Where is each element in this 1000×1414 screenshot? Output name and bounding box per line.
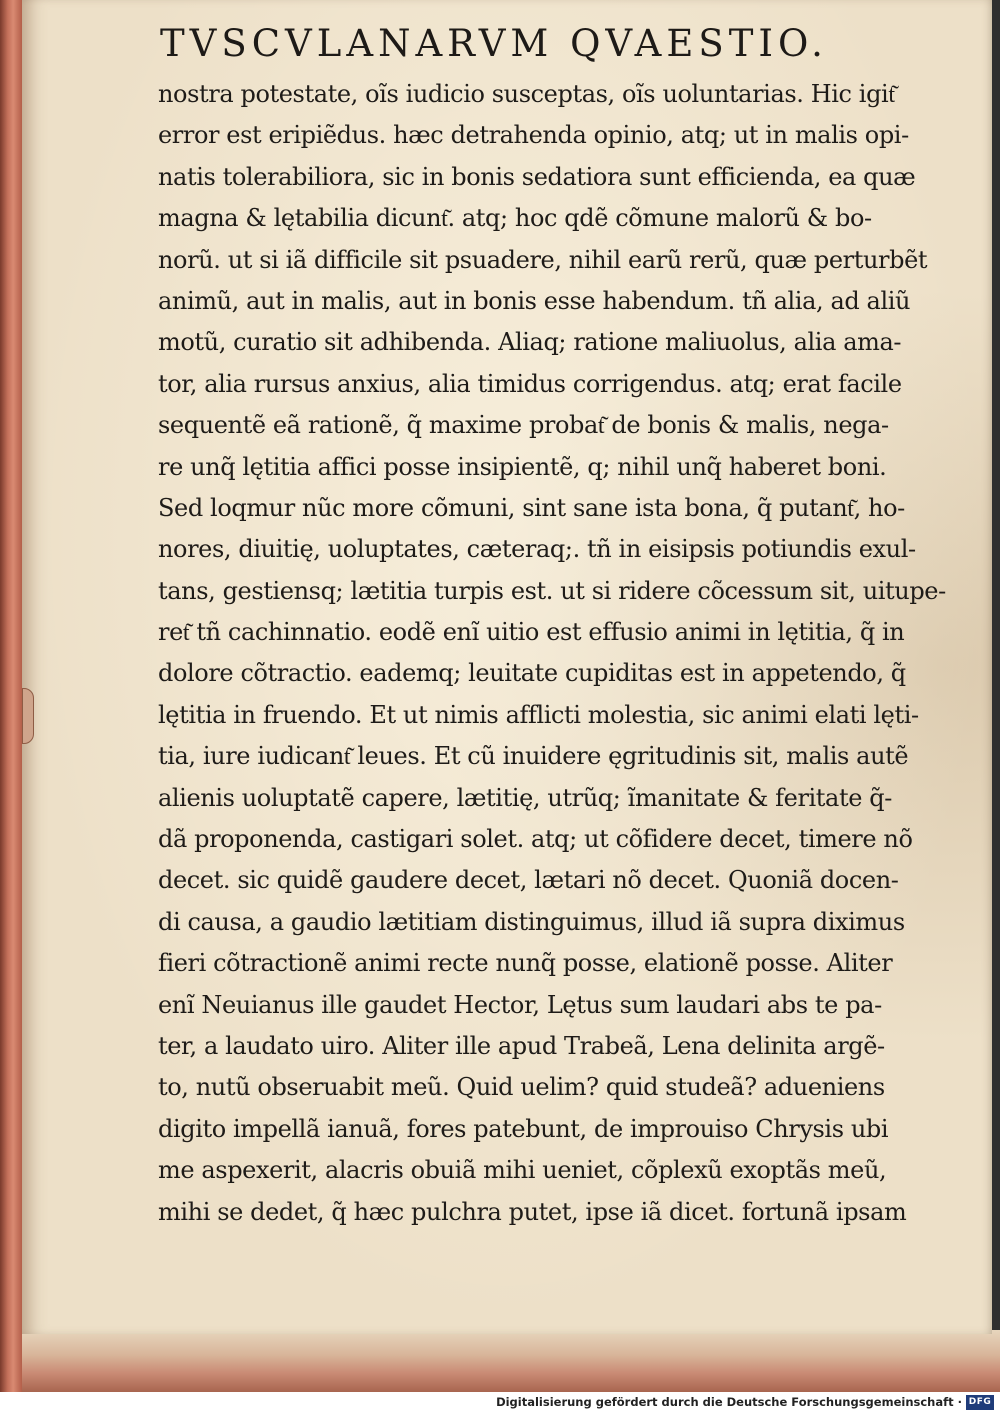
text-line: me aspexerit, alacris obuiã mihi ueniet, cõplexũ exoptãs meũ, — [158, 1156, 887, 1185]
text-line: enĩ Neuianus ille gaudet Hector, Lętus sum laudari abs te pa- — [158, 990, 882, 1019]
running-head: TVSCVLANARVM QVAESTIO. — [160, 22, 828, 65]
text-line: norũ. ut si iã difficile sit psuadere, nihil earũ rerũ, quæ perturbẽt — [158, 245, 928, 274]
text-line: Sed loqmur nũc more cõmuni, sint sane ista bona, q̃ putant͂, ho- — [158, 493, 905, 522]
page-clasp — [22, 688, 34, 744]
text-line: re unq̃ lętitia affici posse insipientẽ, q; nihil unq̃ haberet boni. — [158, 452, 887, 481]
text-line: decet. sic quidẽ gaudere decet, lætari nõ decet. Quoniã docen- — [158, 866, 899, 895]
body-text — [158, 74, 946, 1233]
text-line: motũ, curatio sit adhibenda. Aliaq; ratione maliuolus, alia ama- — [158, 328, 902, 357]
text-line: animũ, aut in malis, aut in bonis esse habendum. tñ alia, ad aliũ — [158, 286, 911, 315]
text-line: to, nutũ obseruabit meũ. Quid uelim? quid studeã? adueniens — [158, 1073, 885, 1102]
text-line: fieri cõtractionẽ animi recte nunq̃ posse, elationẽ posse. Aliter — [158, 949, 893, 978]
stacked-pages-bottom — [22, 1330, 1000, 1392]
text-line: tans, gestiensq; lætitia turpis est. ut si ridere cõcessum sit, uitupe- — [158, 576, 946, 605]
red-page-edge — [0, 0, 22, 1392]
text-line: nostra potestate, oĩs iudicio susceptas, oĩs uoluntarias. Hic igit͂ — [158, 80, 895, 108]
text-line: digito impellã ianuã, fores patebunt, de improuiso Chrysis ubi — [158, 1114, 889, 1143]
dfg-logo-icon: DFG — [966, 1395, 994, 1410]
text-line: tor, alia rursus anxius, alia timidus corrigendus. atq; erat facile — [158, 369, 902, 398]
text-line: lętitia in fruendo. Et ut nimis afflicti molestia, sic animi elati lęti- — [158, 700, 919, 729]
text-line: nores, diuitię, uoluptates, cæteraq;. tñ in eisipsis potiundis exul- — [158, 535, 916, 564]
text-line: magna & lętabilia dicunt͂. atq; hoc qdẽ cõmune malorũ & bo- — [158, 204, 872, 233]
text-line: tia, iure iudicant͂ leues. Et cũ inuidere ęgritudinis sit, malis autẽ — [158, 742, 909, 771]
text-line: di causa, a gaudio lætitiam distinguimus, illud iã supra diximus — [158, 907, 905, 936]
footer-credit: Digitalisierung gefördert durch die Deutsche Forschungsgemeinschaft · — [496, 1395, 962, 1409]
text-line: dã proponenda, castigari solet. atq; ut cõfidere decet, timere nõ — [158, 825, 913, 854]
text-line: error est eripiẽdus. hæc detrahenda opinio, atq; ut in malis opi- — [158, 121, 909, 150]
text-line: sequentẽ eã rationẽ, q̃ maxime probat͂ de bonis & malis, nega- — [158, 411, 889, 440]
text-line: natis tolerabiliora, sic in bonis sedatiora sunt efficienda, ea quæ — [158, 162, 916, 191]
text-line: alienis uoluptatẽ capere, lætitię, utrũq; ĩmanitate & feritate q̃- — [158, 783, 892, 812]
text-line: mihi se dedet, q̃ hæc pulchra putet, ipse iã dicet. fortunã ipsam — [158, 1197, 907, 1226]
text-line: ter, a laudato uiro. Aliter ille apud Trabeã, Lena delinita argẽ- — [158, 1031, 885, 1060]
text-line: dolore cõtractio. eademq; leuitate cupiditas est in appetendo, q̃ — [158, 659, 906, 688]
digitization-footer — [0, 1392, 1000, 1414]
text-line: ret͂ tñ cachinnatio. eodẽ enĩ uitio est effusio animi in lętitia, q̃ in — [158, 618, 905, 647]
